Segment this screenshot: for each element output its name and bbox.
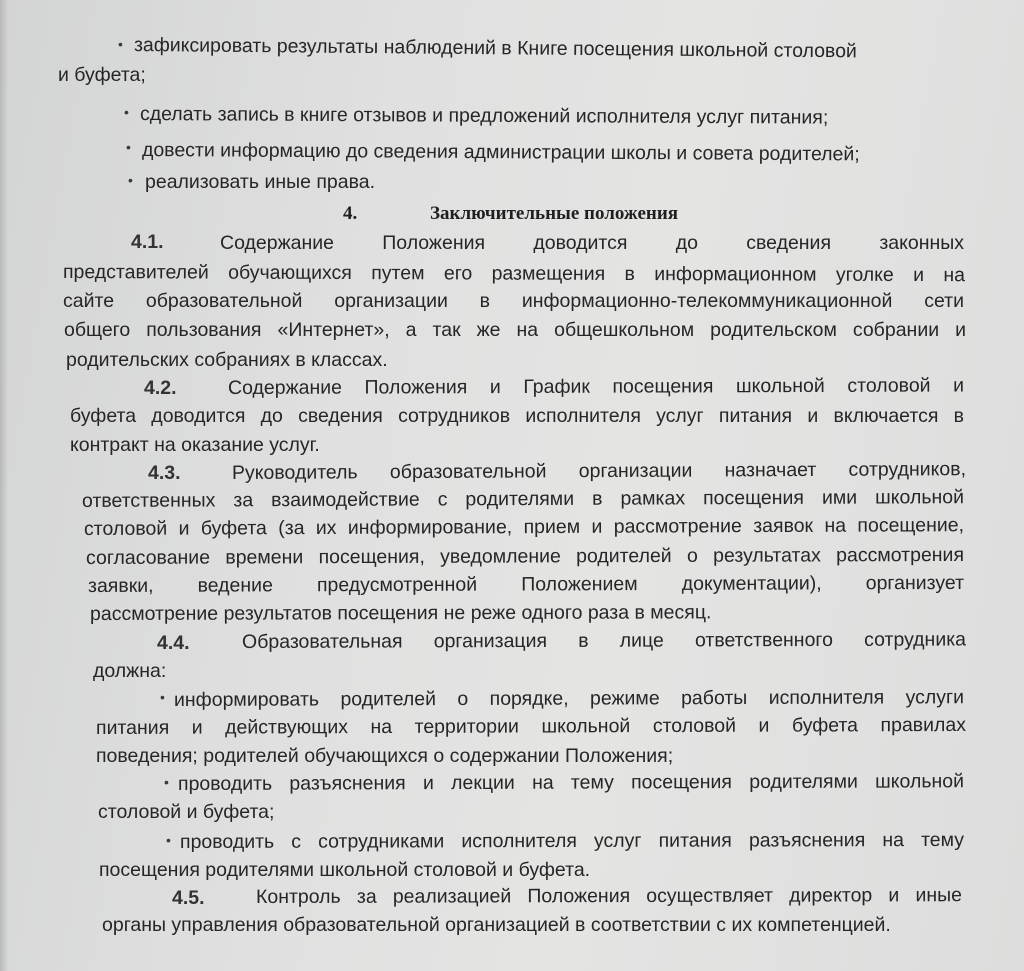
bullet-item-text: информировать родителей о порядке, режиме работы исполнителя услуги <box>173 686 965 711</box>
paragraph-number: 4.5. <box>172 887 205 909</box>
bullet-item-text: посещения родителями школьной столовой и буфета. <box>99 859 591 881</box>
paragraph-line: Руководитель образовательной организации назначает сотрудников, <box>231 458 967 484</box>
paragraph-line: ответственных за взаимодействие с родителями в рамках посещения ими школьной <box>81 486 965 512</box>
bullet-item-text-cont: и буфета; <box>58 64 146 86</box>
bullet-item-text: проводить разъяснения и лекции на тему посещения родителями школьной <box>177 770 965 795</box>
paragraph-line: рассмотрение результатов посещения не реже одного раза в месяц. <box>89 601 712 625</box>
paragraph-line: Образовательная организация в лице ответственного сотрудника <box>241 628 967 653</box>
section-title: Заключительные положения <box>430 203 679 224</box>
bullet-item-text: довести информацию до сведения администрации школы и совета родителей; <box>141 139 860 166</box>
paragraph-line: Контроль за реализацией Положения осуществляет директор и иные <box>255 884 963 908</box>
paragraph-line: должна: <box>93 660 167 682</box>
bullet-item-text: проводить с сотрудниками исполнителя услуг питания разъяснения на тему <box>179 828 965 853</box>
paragraph-number: 4.1. <box>131 231 164 253</box>
bullet-icon: • <box>118 36 123 52</box>
bullet-item-text: поведения; родителей обучающихся о содержании Положения; <box>96 745 674 767</box>
paragraph-line: органы управления образовательной организацией в соответствии с их компетенцией. <box>102 914 891 936</box>
bullet-item-text: питания и действующих на территории школьной столовой и буфета правилах <box>95 713 967 739</box>
paragraph-line: Содержание Положения доводится до сведения законных <box>220 232 964 254</box>
paragraph-line: сайте образовательной организации в информационно-телекоммуникационной сети <box>63 290 964 312</box>
paragraph-number: 4.2. <box>144 377 177 399</box>
paragraph-line: общего пользования «Интернет», а так же на общешкольном родительском собрании и <box>64 319 966 341</box>
section-number: 4. <box>343 203 358 224</box>
bullet-item-text: сделать запись в книге отзывов и предложений исполнителя услуг питания; <box>139 103 829 129</box>
bullet-item-text: столовой и буфета; <box>98 801 275 823</box>
paragraph-number: 4.4. <box>157 632 190 654</box>
paragraph-line: Содержание Положения и График посещения школьной столовой и <box>227 374 965 399</box>
paragraph-line: буфета доводится до сведения сотрудников исполнителя услуг питания и включается в <box>70 405 964 427</box>
bullet-item-text: зафиксировать результаты наблюдений в Книге посещения школьной столовой <box>133 34 857 63</box>
page-shadow-edge <box>0 0 8 971</box>
bullet-icon: • <box>124 104 129 120</box>
paragraph-line: заявки, ведение предусмотренной Положением документации), организует <box>87 571 965 597</box>
paragraph-line: представителей обучающихся путем его размещения в информационном уголке и на <box>62 261 966 287</box>
bullet-icon: • <box>164 774 169 790</box>
paragraph-line: согласование времени посещения, уведомление родителей о результатах рассмотрения <box>85 543 965 569</box>
bullet-icon: • <box>126 139 131 155</box>
bullet-icon: • <box>166 832 171 848</box>
bullet-icon: • <box>160 689 165 705</box>
paragraph-line: контракт на оказание услуг. <box>70 434 320 456</box>
paragraph-line: столовой и буфета (за их информирование, прием и рассмотрение заявок на посещение, <box>83 514 965 540</box>
paragraph-number: 4.3. <box>148 462 181 484</box>
bullet-icon: • <box>128 172 133 188</box>
paragraph-line: родительских собраниях в классах. <box>66 349 388 371</box>
bullet-item-text: реализовать иные права. <box>145 171 376 193</box>
